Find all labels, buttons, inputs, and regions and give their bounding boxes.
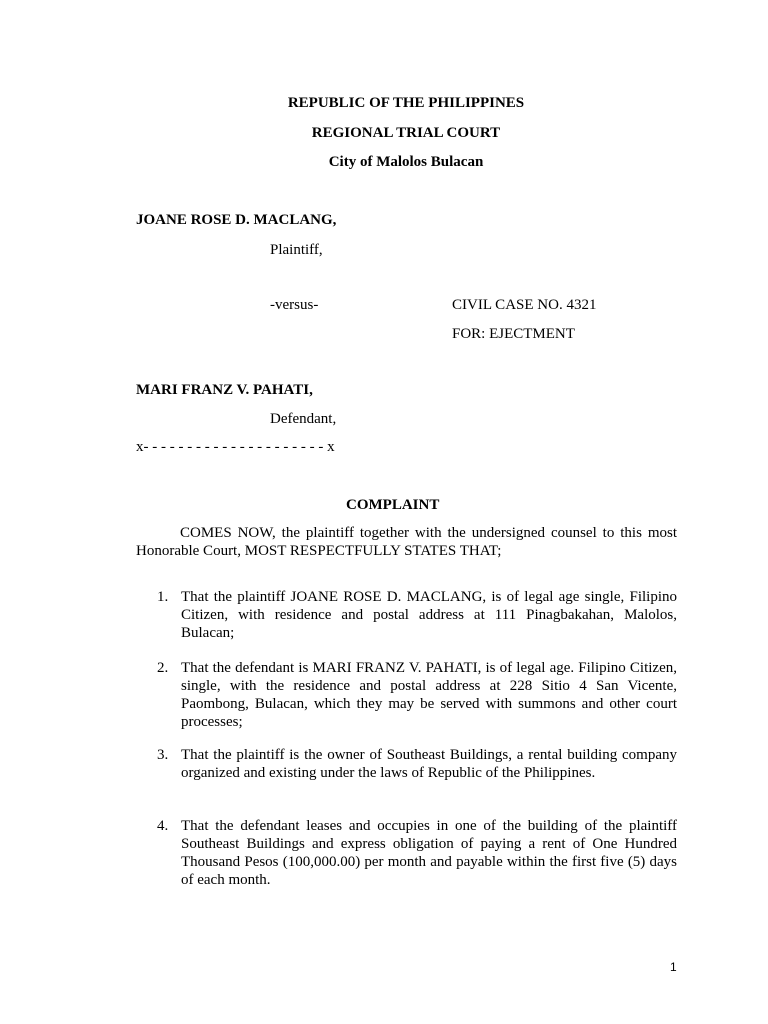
defendant-name: MARI FRANZ V. PAHATI, — [136, 382, 313, 398]
defendant-role: Defendant, — [270, 411, 337, 427]
allegation-number: 3. — [157, 747, 169, 763]
allegation-text: That the defendant is MARI FRANZ V. PAHATI, is of legal age. Filipino Citizen, single, with the residence and postal address at 228 Sitio 4 San Vicente, Paombong, Bulacan, which they may be served with summons and other court processes; — [181, 660, 677, 730]
allegation-item — [157, 746, 677, 782]
court-name-heading: REGIONAL TRIAL COURT — [311, 125, 501, 141]
allegation-number: 2. — [157, 660, 169, 676]
caption-separator: x- - - - - - - - - - - - - - - - - - - - - x — [136, 439, 335, 455]
versus-label: -versus- — [270, 297, 319, 313]
allegation-item — [157, 588, 677, 642]
allegation-text: That the plaintiff is the owner of Southeast Buildings, a rental building company organized and existing under the laws of Republic of the Philippines. — [181, 747, 677, 781]
court-republic-heading: REPUBLIC OF THE PHILIPPINES — [287, 95, 525, 111]
plaintiff-role: Plaintiff, — [270, 242, 323, 258]
allegation-text: That the defendant leases and occupies in one of the building of the plaintiff Southeast Buildings and express obligation of paying a rent of One Hundred Thousand Pesos (100,000.00) per month and payable within the first five (5) days of each month. — [181, 818, 677, 888]
case-type: FOR: EJECTMENT — [452, 326, 575, 342]
court-city-heading: City of Malolos Bulacan — [328, 154, 484, 170]
allegation-number: 1. — [157, 589, 169, 605]
plaintiff-name: JOANE ROSE D. MACLANG, — [136, 212, 337, 228]
intro-paragraph: COMES NOW, the plaintiff together with the undersigned counsel to this most Honorable Court, MOST RESPECTFULLY STATES THAT; — [136, 525, 677, 559]
allegation-text: That the plaintiff JOANE ROSE D. MACLANG, is of legal age single, Filipino Citizen, with residence and postal address at 111 Pinagbakahan, Malolos, Bulacan; — [181, 589, 677, 641]
allegation-item — [157, 659, 677, 731]
allegation-number: 4. — [157, 818, 169, 834]
document-title: COMPLAINT — [346, 497, 440, 513]
civil-case-number: CIVIL CASE NO. 4321 — [452, 297, 597, 313]
allegation-item — [157, 817, 677, 889]
page-number: 1 — [670, 960, 677, 974]
